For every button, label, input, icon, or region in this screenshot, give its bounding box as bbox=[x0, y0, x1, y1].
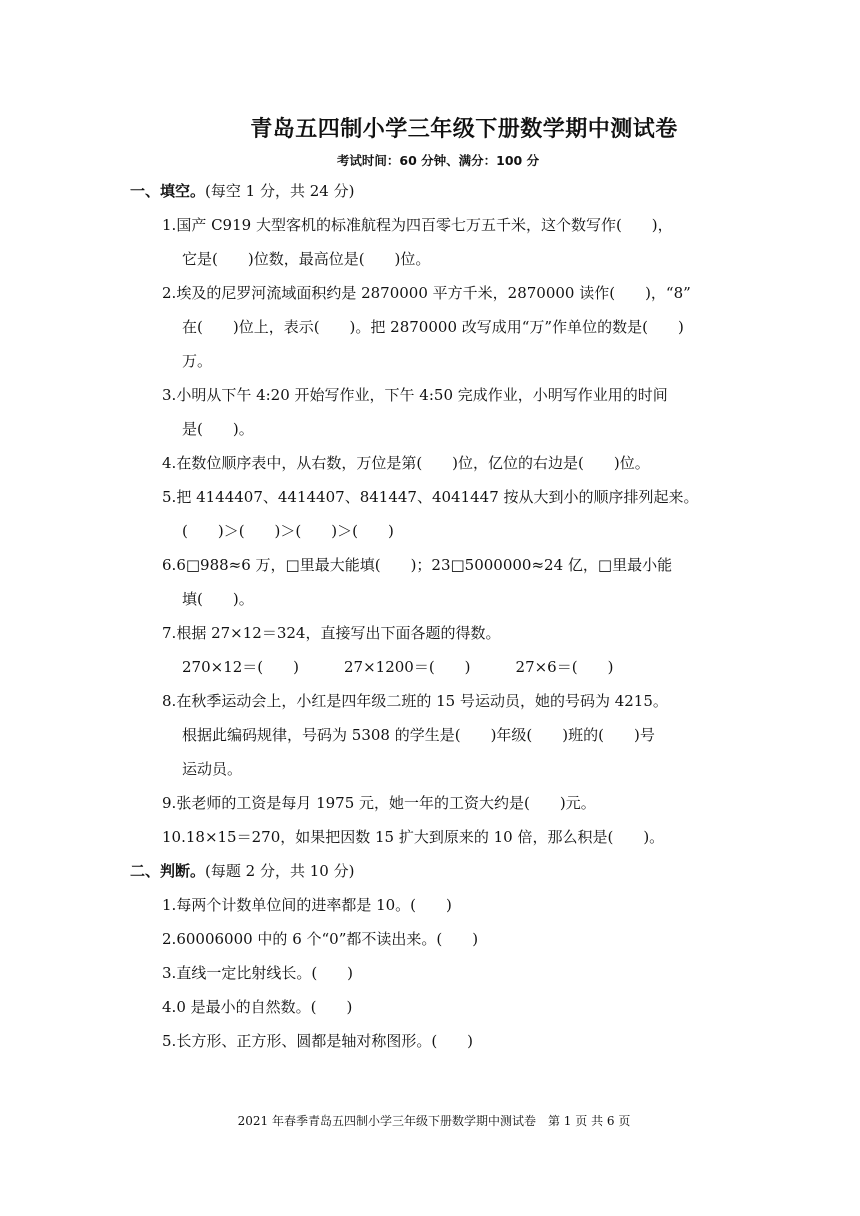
question-continuation bbox=[130, 582, 770, 616]
question-item bbox=[130, 480, 770, 548]
question-number: 4. bbox=[162, 454, 177, 472]
exam-info: 考试时间：60 分钟、满分：100 分 bbox=[336, 153, 540, 168]
question-text: 18×15＝270，如果把因数 15 扩大到原来的 10 倍，那么积是( )。 bbox=[185, 828, 665, 846]
section-heading bbox=[130, 854, 770, 888]
question-number: 9. bbox=[162, 794, 177, 812]
question-item bbox=[130, 276, 770, 378]
question-text: 是( )。 bbox=[182, 420, 254, 438]
question-line bbox=[130, 684, 770, 718]
question-text: 小明从下午 4:20 开始写作业，下午 4:50 完成作业，小明写作业用的时间 bbox=[176, 386, 668, 404]
question-number: 3. bbox=[162, 386, 177, 404]
question-item bbox=[130, 786, 770, 820]
question-number: 7. bbox=[162, 624, 177, 642]
question-text: 填( )。 bbox=[182, 590, 254, 608]
question-item bbox=[130, 990, 770, 1024]
question-line bbox=[130, 378, 770, 412]
question-line bbox=[130, 956, 770, 990]
question-item bbox=[130, 378, 770, 446]
question-number: 4. bbox=[162, 998, 177, 1016]
section-heading bbox=[130, 174, 770, 208]
question-item bbox=[130, 616, 770, 684]
question-item bbox=[130, 956, 770, 990]
question-item bbox=[130, 1024, 770, 1058]
question-text: 270×12＝( ) 27×1200＝( ) 27×6＝( ) bbox=[182, 658, 614, 676]
question-number: 3. bbox=[162, 964, 177, 982]
question-continuation bbox=[130, 412, 770, 446]
question-text: 张老师的工资是每月 1975 元，她一年的工资大约是( )元。 bbox=[176, 794, 596, 812]
question-text: 根据此编码规律，号码为 5308 的学生是( )年级( )班的( )号 bbox=[182, 726, 655, 744]
question-line bbox=[130, 888, 770, 922]
section-score-note: (每空 1 分，共 24 分) bbox=[205, 182, 355, 200]
question-text: 它是( )位数，最高位是( )位。 bbox=[182, 250, 431, 268]
question-number: 5. bbox=[162, 488, 177, 506]
question-continuation bbox=[130, 242, 770, 276]
question-number: 2. bbox=[162, 284, 177, 302]
question-number: 1. bbox=[162, 216, 177, 234]
question-text: 在( )位上，表示( )。把 2870000 改写成用“万”作单位的数是( ) bbox=[182, 318, 684, 336]
question-number: 8. bbox=[162, 692, 177, 710]
question-line bbox=[130, 990, 770, 1024]
question-text: ( )＞( )＞( )＞( ) bbox=[182, 522, 394, 540]
question-continuation bbox=[130, 344, 770, 378]
question-item bbox=[130, 820, 770, 854]
question-text: 在数位顺序表中，从右数，万位是第( )位，亿位的右边是( )位。 bbox=[176, 454, 650, 472]
question-text: 6□988≈6 万，□里最大能填( )；23□5000000≈24 亿，□里最小能 bbox=[176, 556, 673, 574]
question-text: 长方形、正方形、圆都是轴对称图形。( ) bbox=[176, 1032, 474, 1050]
question-number: 5. bbox=[162, 1032, 177, 1050]
question-item bbox=[130, 446, 770, 480]
section-title: 二、判断。 bbox=[130, 862, 206, 880]
question-number: 6. bbox=[162, 556, 177, 574]
section-title: 一、填空。 bbox=[130, 182, 206, 200]
question-line bbox=[130, 548, 770, 582]
question-line bbox=[130, 208, 770, 242]
section-score-note: (每题 2 分，共 10 分) bbox=[205, 862, 355, 880]
question-text: 根据 27×12＝324，直接写出下面各题的得数。 bbox=[176, 624, 501, 642]
question-line bbox=[130, 480, 770, 514]
question-item bbox=[130, 888, 770, 922]
question-number: 1. bbox=[162, 896, 177, 914]
page-footer: 2021 年春季青岛五四制小学三年级下册数学期中测试卷 第 1 页 共 6 页 bbox=[237, 1114, 631, 1128]
question-continuation bbox=[130, 310, 770, 344]
question-continuation bbox=[130, 752, 770, 786]
question-item bbox=[130, 684, 770, 786]
question-continuation bbox=[130, 718, 770, 752]
question-text: 运动员。 bbox=[182, 760, 243, 778]
question-item bbox=[130, 922, 770, 956]
question-number: 10. bbox=[162, 828, 186, 846]
question-line bbox=[130, 446, 770, 480]
question-text: 0 是最小的自然数。( ) bbox=[176, 998, 353, 1016]
question-number: 2. bbox=[162, 930, 177, 948]
exam-content bbox=[130, 174, 770, 1058]
question-line bbox=[130, 820, 770, 854]
question-text: 国产 C919 大型客机的标准航程为四百零七万五千米，这个数写作( )， bbox=[176, 216, 673, 234]
question-text: 万。 bbox=[182, 352, 213, 370]
question-line bbox=[130, 276, 770, 310]
question-text: 60006000 中的 6 个“0”都不读出来。( ) bbox=[176, 930, 479, 948]
question-text: 把 4144407、4414407、841447、4041447 按从大到小的顺序排列起来。 bbox=[176, 488, 699, 506]
question-line bbox=[130, 786, 770, 820]
question-line bbox=[130, 1024, 770, 1058]
question-item bbox=[130, 548, 770, 616]
question-text: 直线一定比射线长。( ) bbox=[176, 964, 354, 982]
question-text: 每两个计数单位间的进率都是 10。( ) bbox=[176, 896, 452, 914]
question-text: 在秋季运动会上，小红是四年级二班的 15 号运动员，她的号码为 4215。 bbox=[176, 692, 668, 710]
question-line bbox=[130, 616, 770, 650]
question-continuation bbox=[130, 650, 770, 684]
question-item bbox=[130, 208, 770, 276]
question-line bbox=[130, 922, 770, 956]
question-continuation bbox=[130, 514, 770, 548]
page-title: 青岛五四制小学三年级下册数学期中测试卷 bbox=[250, 117, 678, 142]
question-text: 埃及的尼罗河流域面积约是 2870000 平方千米，2870000 读作( )，“8” bbox=[176, 284, 691, 302]
